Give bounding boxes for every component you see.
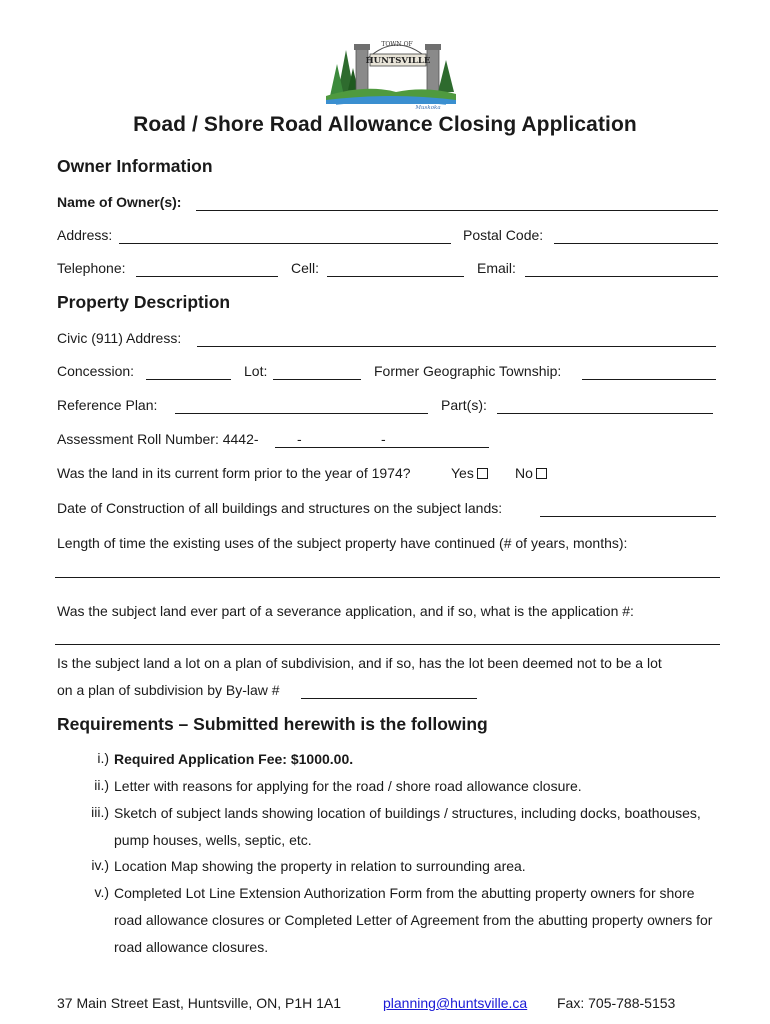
- telephone-label: Telephone:: [57, 260, 126, 276]
- page-title: Road / Shore Road Allowance Closing Application: [133, 113, 637, 136]
- owner-heading: Owner Information: [57, 156, 213, 176]
- logo-name-text: HUNTSVILLE: [365, 56, 431, 66]
- reference-plan-field[interactable]: [175, 397, 428, 414]
- address-row: [57, 227, 718, 247]
- reference-row: [57, 397, 718, 417]
- requirements-heading: Requirements – Submitted herewith is the following: [57, 714, 488, 734]
- owner-name-field[interactable]: [196, 194, 718, 211]
- address-field[interactable]: [119, 227, 451, 244]
- parts-field[interactable]: [497, 397, 713, 414]
- severance-question: Was the subject land ever part of a severance application, and if so, what is the application #:: [57, 603, 634, 619]
- township-label: Former Geographic Township:: [374, 363, 562, 379]
- concession-row: [57, 363, 718, 383]
- no-label: No: [515, 465, 533, 481]
- requirement-number: iv.): [91, 857, 109, 873]
- footer-email-link[interactable]: planning@huntsville.ca: [383, 995, 528, 1011]
- civic-address-field[interactable]: [197, 330, 716, 347]
- logo-top-text: TOWN OF: [381, 41, 413, 48]
- subdivision-row-2: [57, 682, 718, 702]
- civic-row: [57, 330, 718, 350]
- email-label: Email:: [477, 260, 516, 276]
- concession-label: Concession:: [57, 363, 135, 379]
- footer-address: 37 Main Street East, Huntsville, ON, P1H 1A1: [57, 995, 342, 1011]
- logo-sub-text: Muskoka: [415, 105, 441, 110]
- cell-field[interactable]: [327, 260, 464, 277]
- yes-checkbox[interactable]: [477, 468, 488, 479]
- requirement-text: Location Map showing the property in relation to surrounding area.: [114, 858, 526, 874]
- severance-field[interactable]: [55, 628, 720, 645]
- length-of-use-field[interactable]: [55, 561, 720, 578]
- roll-separator-1: -: [297, 431, 302, 447]
- postal-code-field[interactable]: [554, 227, 718, 244]
- requirement-text: Letter with reasons for applying for the road / shore road allowance closure.: [114, 778, 582, 794]
- yes-option[interactable]: [451, 465, 488, 481]
- length-row: [57, 535, 718, 555]
- no-option[interactable]: [515, 465, 547, 481]
- town-logo: [326, 30, 456, 110]
- parts-label: Part(s):: [441, 397, 487, 413]
- requirement-number: ii.): [94, 777, 109, 793]
- construction-date-field[interactable]: [540, 500, 716, 517]
- civic-address-label: Civic (911) Address:: [57, 330, 182, 346]
- reference-plan-label: Reference Plan:: [57, 397, 158, 413]
- address-label: Address:: [57, 227, 113, 243]
- requirement-number: v.): [94, 884, 109, 900]
- lot-label: Lot:: [244, 363, 268, 379]
- roll-separator-2: -: [381, 431, 386, 447]
- township-field[interactable]: [582, 363, 716, 380]
- owner-name-row: [57, 194, 718, 214]
- footer-fax: Fax: 705-788-5153: [557, 995, 676, 1011]
- requirement-number: i.): [97, 750, 109, 766]
- prior-1974-row: [57, 465, 718, 485]
- roll-number-row: [57, 431, 718, 451]
- prior-1974-question: Was the land in its current form prior to the year of 1974?: [57, 465, 411, 481]
- requirement-number: iii.): [91, 804, 109, 820]
- requirement-text: Required Application Fee: $1000.00.: [114, 751, 354, 767]
- requirement-text: Completed Lot Line Extension Authorization Form from the abutting property owners for shore road allowance closures or Completed Letter of Agreement from the abutting property owners for road allowance closures.: [114, 885, 713, 955]
- lot-field[interactable]: [273, 363, 361, 380]
- length-of-use-question: Length of time the existing uses of the subject property have continued (# of years, months):: [57, 535, 628, 551]
- subdivision-row-1: [57, 655, 718, 675]
- subdivision-question-line2: on a plan of subdivision by By-law #: [57, 682, 280, 698]
- owner-name-label: Name of Owner(s):: [57, 194, 182, 210]
- telephone-field[interactable]: [136, 260, 278, 277]
- roll-number-label: Assessment Roll Number: 4442-: [57, 431, 259, 447]
- no-checkbox[interactable]: [536, 468, 547, 479]
- severance-row: [57, 603, 718, 623]
- cell-label: Cell:: [291, 260, 320, 276]
- email-field[interactable]: [525, 260, 718, 277]
- property-heading: Property Description: [57, 292, 231, 312]
- construction-row: [57, 500, 718, 520]
- construction-date-question: Date of Construction of all buildings and structures on the subject lands:: [57, 500, 503, 516]
- subdivision-question-line1: Is the subject land a lot on a plan of subdivision, and if so, has the lot been deemed not to be a lot: [57, 655, 662, 671]
- requirement-text: Sketch of subject lands showing location of buildings / structures, including docks, boathouses, pump houses, wells, septic, etc.: [114, 805, 701, 848]
- contact-row: [57, 260, 718, 280]
- concession-field[interactable]: [146, 363, 231, 380]
- bylaw-number-field[interactable]: [301, 682, 477, 699]
- postal-code-label: Postal Code:: [463, 227, 544, 243]
- yes-label: Yes: [451, 465, 474, 481]
